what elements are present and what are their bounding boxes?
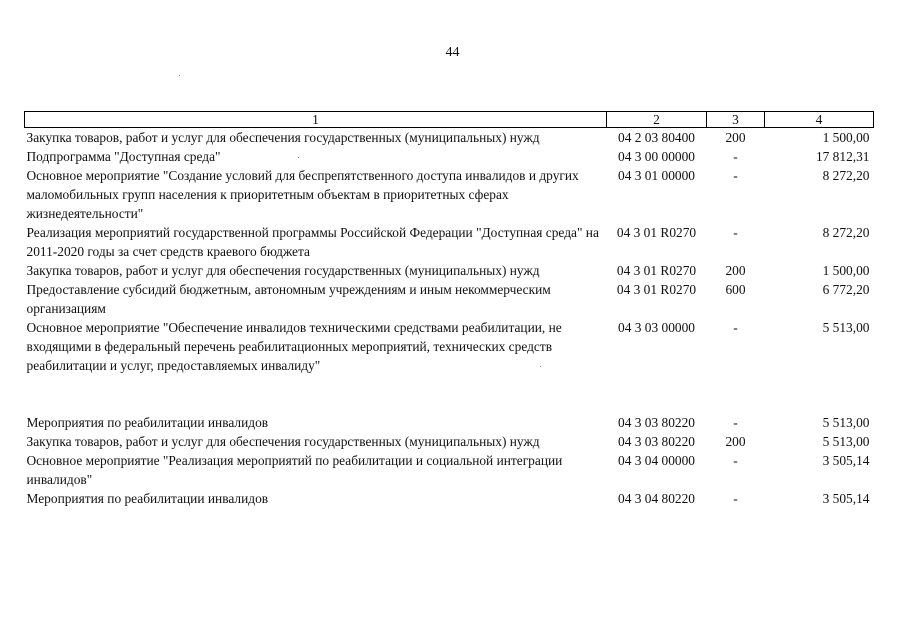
row-type: 600 (725, 282, 746, 297)
row-name: Мероприятия по реабилитации инвалидов (26, 491, 269, 506)
row-amount: 17 812,31 (815, 149, 870, 164)
header-col-2: 2 (607, 112, 707, 128)
row-amount: 6 772,20 (822, 282, 870, 297)
row-code: 04 3 01 00000 (618, 168, 695, 183)
row-code: 04 3 01 R0270 (616, 263, 697, 278)
row-amount: 3 505,14 (822, 453, 870, 468)
row-code: 04 3 01 R0270 (616, 225, 697, 240)
row-code: 04 3 04 00000 (618, 453, 695, 468)
row-name: Основное мероприятие "Обеспечение инвалидов техническими средствами реабилитации, не входящими в федеральный перечень реабилитационных мероприятий, технических средств реабилитации и услуг, предоставляемых инвалиду" (26, 320, 562, 373)
row-amount: 5 513,00 (822, 415, 870, 430)
scan-speck (298, 157, 299, 158)
header-col-3: 3 (707, 112, 765, 128)
row-amount: 5 513,00 (822, 320, 870, 335)
row-code: 04 3 00 00000 (618, 149, 695, 164)
row-type: 200 (725, 434, 746, 449)
row-name: Мероприятия по реабилитации инвалидов (26, 415, 269, 430)
header-col-1: 1 (25, 112, 607, 128)
row-code: 04 3 03 80220 (618, 434, 695, 449)
scan-speck (540, 366, 541, 367)
row-type: - (733, 320, 738, 335)
row-type: - (733, 491, 738, 506)
row-code: 04 3 03 00000 (618, 320, 695, 335)
page-number: 44 (445, 45, 460, 60)
row-name: Основное мероприятие "Реализация мероприятий по реабилитации и социальной интеграции инвалидов" (26, 453, 563, 487)
scan-speck (179, 75, 180, 76)
row-name: Закупка товаров, работ и услуг для обеспечения государственных (муниципальных) нужд (26, 434, 540, 449)
row-name: Основное мероприятие "Создание условий для беспрепятственного доступа инвалидов и других маломобильных групп населения к приоритетным объектам в приоритетных сферах жизнедеятельности" (26, 168, 579, 221)
row-name: Закупка товаров, работ и услуг для обеспечения государственных (муниципальных) нужд (26, 263, 540, 278)
row-type: - (733, 168, 738, 183)
row-code: 04 3 03 80220 (618, 415, 695, 430)
table-row (25, 318, 874, 375)
row-name: Предоставление субсидий бюджетным, автономным учреждениям и иным некоммерческим организациям (26, 282, 551, 316)
table-row (25, 280, 874, 318)
row-code: 04 2 03 80400 (618, 130, 695, 145)
row-type: - (733, 149, 738, 164)
table-row (25, 128, 874, 148)
table-row (25, 489, 874, 508)
table-row (25, 413, 874, 432)
row-name: Закупка товаров, работ и услуг для обеспечения государственных (муниципальных) нужд (26, 130, 540, 145)
row-name: Подпрограмма "Доступная среда" (26, 149, 221, 164)
row-type: 200 (725, 130, 746, 145)
table-row (25, 432, 874, 451)
row-amount: 8 272,20 (822, 168, 870, 183)
row-type: - (733, 225, 738, 240)
header-row (25, 112, 874, 128)
table-row (25, 223, 874, 261)
row-name: Реализация мероприятий государственной программы Российской Федерации "Доступная среда" на 2011-2020 годы за счет средств краевого бюджета (26, 225, 599, 259)
row-type: - (733, 415, 738, 430)
row-type: 200 (725, 263, 746, 278)
table-row (25, 147, 874, 166)
table-row (25, 451, 874, 489)
row-amount: 8 272,20 (822, 225, 870, 240)
budget-table (24, 111, 874, 508)
row-amount: 3 505,14 (822, 491, 870, 506)
row-amount: 1 500,00 (822, 130, 870, 145)
row-type: - (733, 453, 738, 468)
header-col-4: 4 (765, 112, 874, 128)
table-row (25, 261, 874, 280)
row-amount: 5 513,00 (822, 434, 870, 449)
table-row (25, 166, 874, 223)
row-code: 04 3 01 R0270 (616, 282, 697, 297)
row-code: 04 3 04 80220 (618, 491, 695, 506)
blank-row (25, 375, 874, 413)
row-amount: 1 500,00 (822, 263, 870, 278)
